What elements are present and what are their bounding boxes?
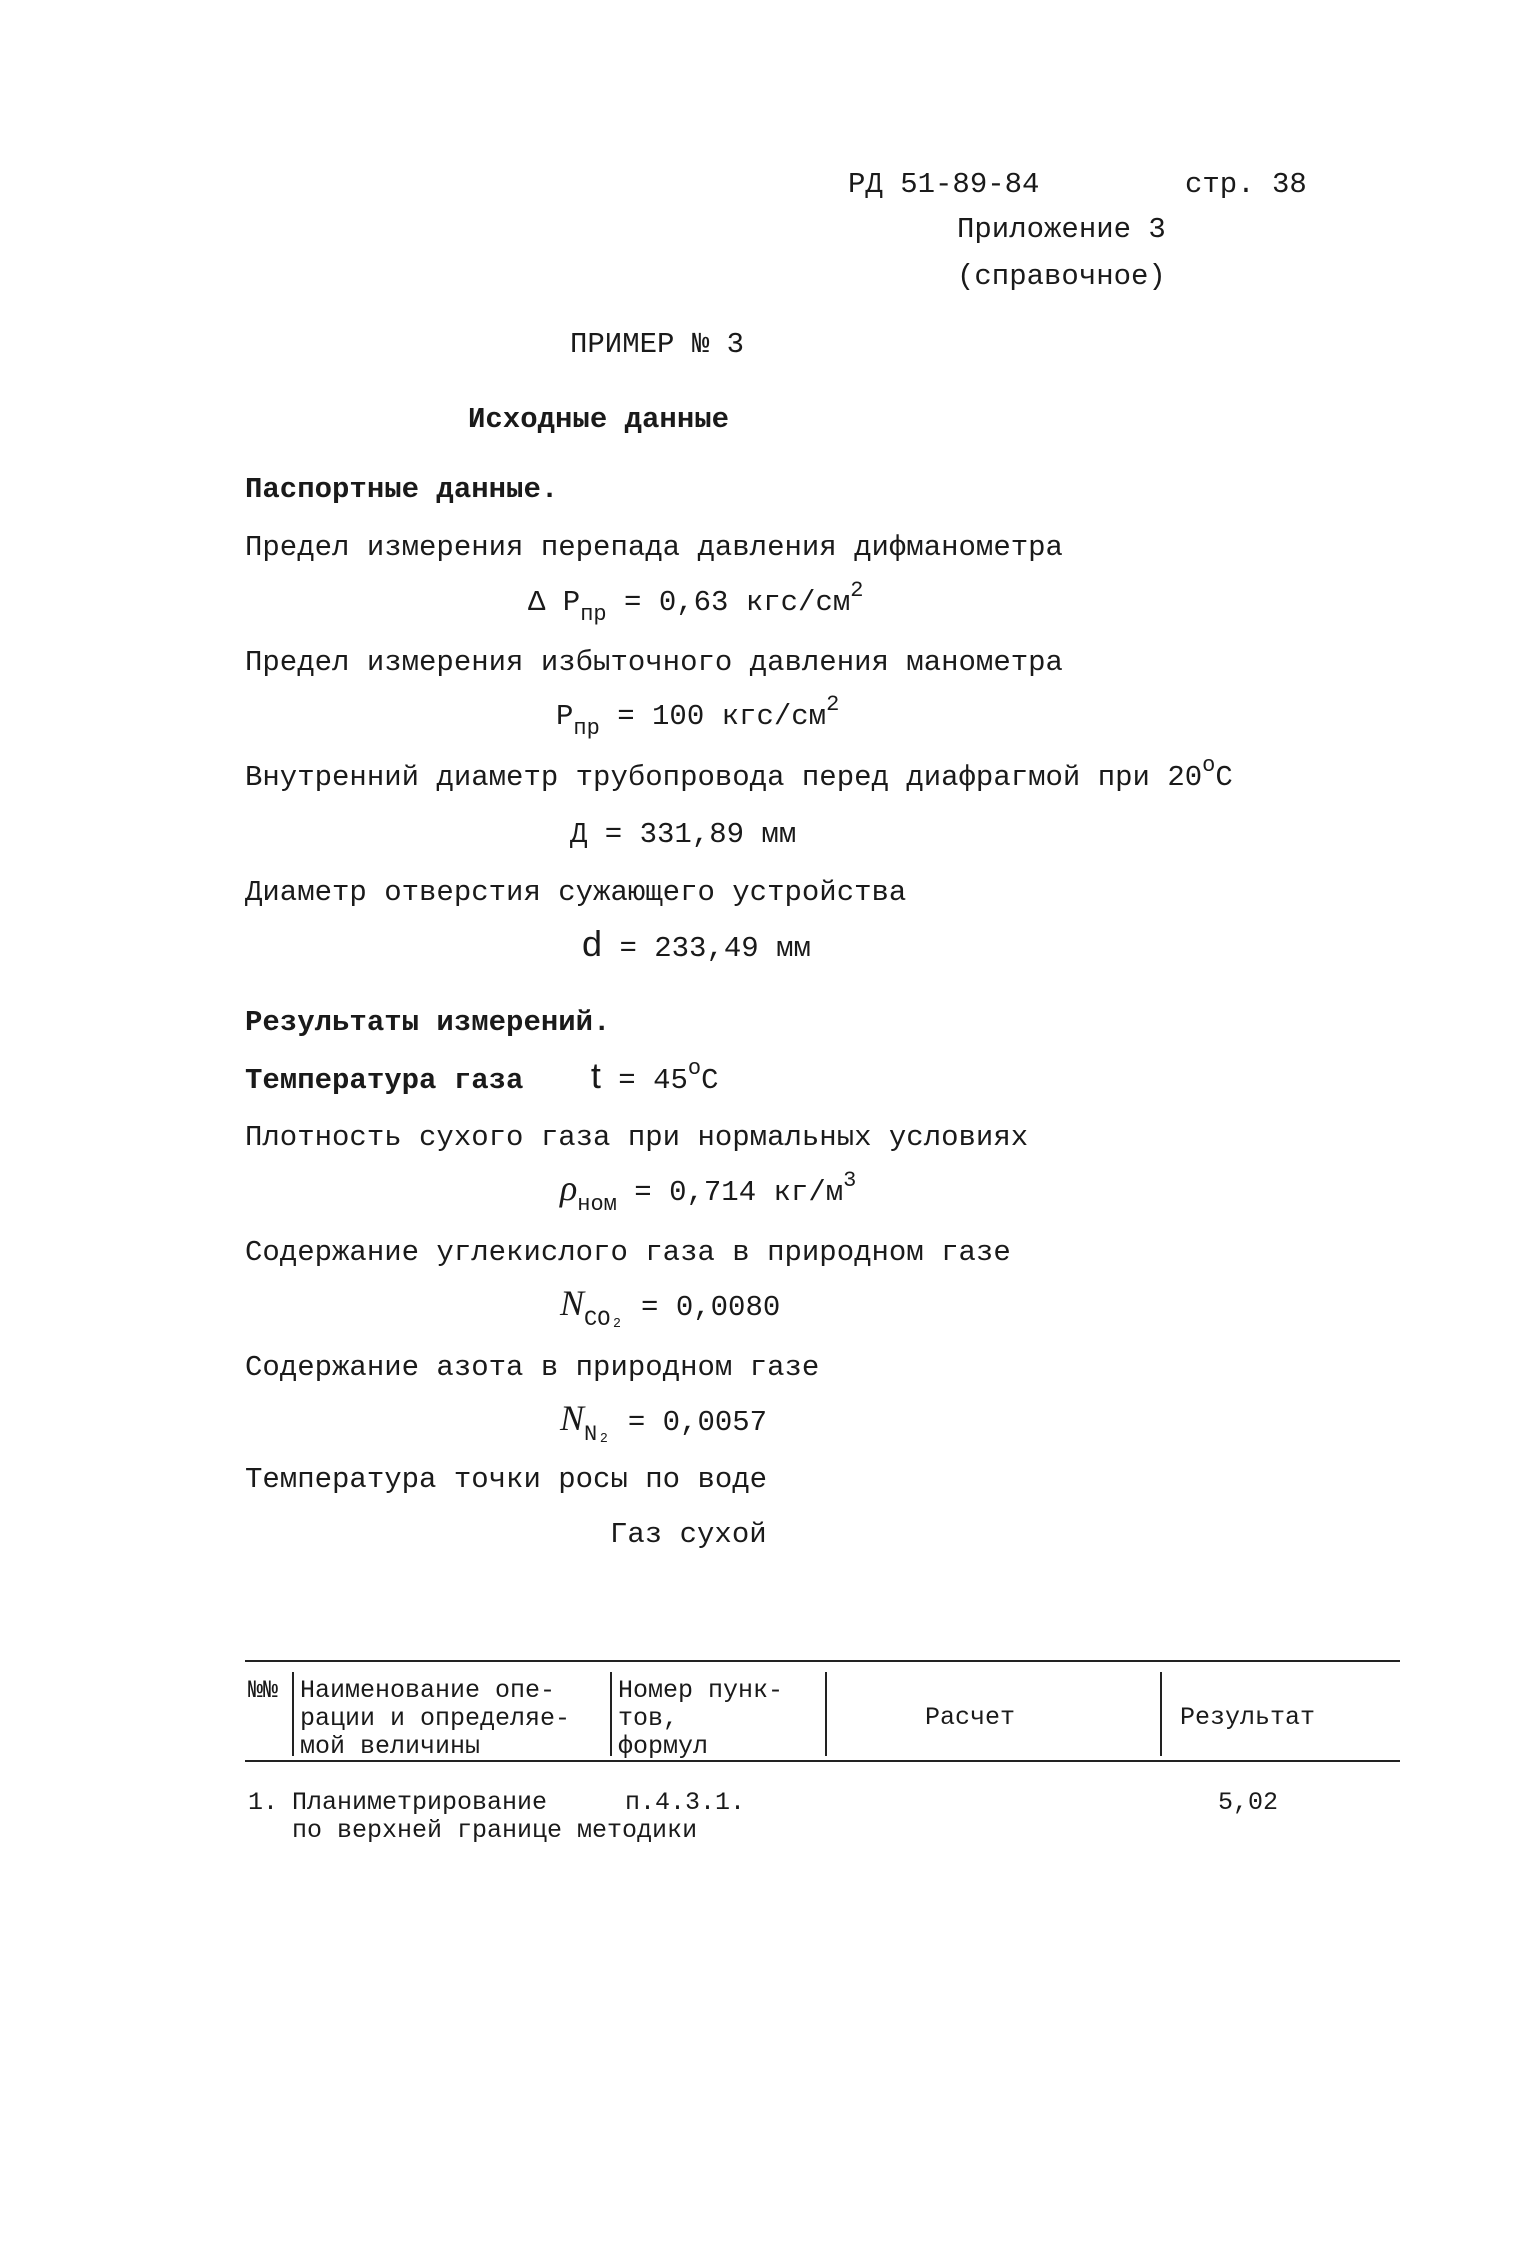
temperature-label: Температура газа <box>245 1064 524 1097</box>
p-value: = 100 кгс/см <box>617 700 827 733</box>
appendix-label: Приложение 3 <box>957 213 1166 246</box>
density-subscript: ном <box>577 1192 617 1217</box>
celsius-mark: С <box>1215 761 1233 794</box>
header-calc: Расчет <box>925 1703 1016 1732</box>
col-divider-4 <box>1160 1672 1162 1756</box>
dp-subscript: пр <box>580 602 607 627</box>
table-top-rule <box>245 1660 1400 1662</box>
n2-subscript: N₂ <box>584 1422 611 1447</box>
p-label: Предел измерения избыточного давления манометра <box>245 646 1063 679</box>
co2-subscript: CO₂ <box>584 1307 624 1332</box>
co2-label: Содержание углекислого газа в природном газе <box>245 1236 1011 1269</box>
orifice-label: Диаметр отверстия сужающего устройства <box>245 876 907 909</box>
header-ref-2: тов, <box>618 1704 679 1733</box>
col-divider-1 <box>292 1672 294 1756</box>
co2-value: = 0,0080 <box>641 1291 781 1324</box>
header-ref-3: формул <box>618 1732 709 1761</box>
row-result: 5,02 <box>1218 1788 1279 1817</box>
orifice-value: = 233,49 мм <box>619 932 811 965</box>
co2-symbol: N <box>560 1283 585 1323</box>
density-value: = 0,714 кг/м <box>634 1176 844 1209</box>
page-number: стр. 38 <box>1185 168 1307 201</box>
passport-heading: Паспортные данные. <box>245 473 559 506</box>
header-name-3: мой величины <box>300 1732 481 1761</box>
row-name-1: Планиметрирование <box>292 1788 548 1817</box>
row-name-2: по верхней границе методики <box>292 1816 698 1845</box>
temperature-degree: о <box>687 1056 702 1081</box>
diameter-label-text: Внутренний диаметр трубопровода перед диафрагмой при 20 <box>245 761 1203 794</box>
col-divider-2 <box>610 1672 612 1756</box>
dp-label: Предел измерения перепада давления дифманометра <box>245 531 1063 564</box>
p-formula <box>556 692 840 741</box>
p-symbol: P <box>556 700 574 733</box>
dp-symbol: Δ P <box>528 586 581 619</box>
density-formula <box>560 1168 857 1217</box>
example-title: ПРИМЕР № 3 <box>570 328 745 361</box>
dp-value: = 0,63 кгс/см <box>624 586 851 619</box>
header-ref-1: Номер пунк- <box>618 1676 784 1705</box>
results-heading: Результаты измерений. <box>245 1006 611 1039</box>
orifice-symbol: d <box>582 923 603 964</box>
temperature-row <box>245 1055 719 1097</box>
header-result: Результат <box>1180 1703 1316 1732</box>
appendix-type: (справочное) <box>957 260 1166 293</box>
density-exponent: 3 <box>843 1168 857 1193</box>
density-label: Плотность сухого газа при нормальных условиях <box>245 1121 1029 1154</box>
n2-value: = 0,0057 <box>627 1406 768 1439</box>
p-exponent: 2 <box>826 692 840 717</box>
header-num: №№ <box>248 1676 279 1705</box>
section-subtitle: Исходные данные <box>468 403 730 436</box>
dp-exponent: 2 <box>850 578 864 603</box>
n2-formula <box>560 1398 768 1447</box>
header-name-2: рации и определяе- <box>300 1704 571 1733</box>
col-divider-3 <box>825 1672 827 1756</box>
dp-formula <box>528 578 864 627</box>
p-subscript: пр <box>573 716 600 741</box>
temperature-value: = 45 <box>618 1064 688 1097</box>
diameter-value: Д = 331,89 мм <box>570 818 797 851</box>
dewpoint-value: Газ сухой <box>610 1518 767 1551</box>
diameter-label <box>245 753 1233 794</box>
density-symbol: ρ <box>560 1168 578 1208</box>
degree-mark: о <box>1202 753 1216 778</box>
n2-symbol: N <box>560 1398 585 1438</box>
row-num: 1. <box>248 1788 279 1817</box>
temperature-symbol: t <box>590 1055 601 1096</box>
co2-formula <box>560 1283 781 1332</box>
doc-code: РД 51-89-84 <box>848 168 1040 201</box>
row-ref: п.4.3.1. <box>625 1788 746 1817</box>
temperature-unit: С <box>701 1064 719 1097</box>
header-name-1: Наименование опе- <box>300 1676 556 1705</box>
dewpoint-label: Температура точки росы по воде <box>245 1463 768 1496</box>
n2-label: Содержание азота в природном газе <box>245 1351 820 1384</box>
orifice-formula <box>582 923 811 965</box>
